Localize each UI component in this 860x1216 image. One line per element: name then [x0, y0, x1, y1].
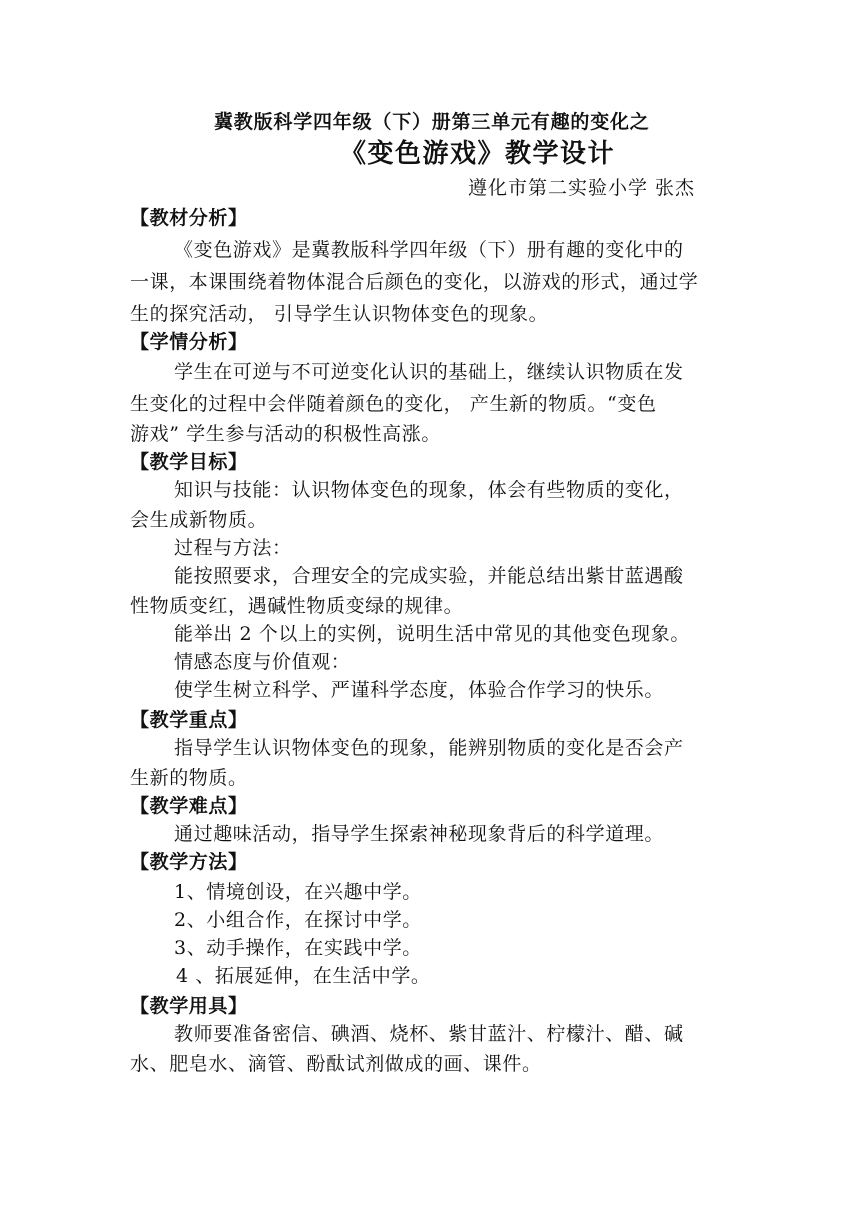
methods-line: 2、小组合作，在探讨中学。: [174, 909, 422, 931]
goals-line: 知识与技能：认识物体变色的现象，体会有些物质的变化，: [174, 479, 684, 501]
section-heading-difficulties: 【教学难点】: [130, 795, 248, 817]
difficulties-line: 通过趣味活动，指导学生探索神秘现象背后的科学道理。: [174, 823, 665, 845]
section-heading-tools: 【教学用具】: [130, 995, 248, 1017]
section-heading-methods: 【教学方法】: [130, 851, 248, 873]
tools-line: 水、肥皂水、滴管、酚酞试剂做成的画、课件。: [130, 1053, 542, 1075]
material-line: 一课，本课围绕着物体混合后颜色的变化，以游戏的形式，通过学: [130, 271, 699, 293]
students-line: 游戏” 学生参与活动的积极性高涨。: [130, 423, 441, 445]
methods-line: 1、情境创设，在兴趣中学。: [174, 881, 422, 903]
section-heading-students: 【学情分析】: [130, 331, 248, 353]
section-heading-goals: 【教学目标】: [130, 451, 248, 473]
goals-line: 能举出 2 个以上的实例，说明生活中常见的其他变色现象。: [174, 623, 690, 645]
goals-line: 过程与方法：: [174, 537, 292, 559]
section-heading-material: 【教材分析】: [130, 207, 248, 229]
document-title: 《变色游戏》教学设计: [340, 139, 616, 169]
key-points-line: 指导学生认识物体变色的现象，能辨别物质的变化是否会产: [174, 737, 684, 759]
goals-line: 会生成新物质。: [130, 509, 268, 531]
document-author: 遵化市第二实验小学 张杰: [468, 177, 696, 199]
material-line: 《变色游戏》是冀教版科学四年级（下）册有趣的变化中的: [174, 239, 684, 261]
material-line: 生的探究活动， 引导学生认识物体变色的现象。: [130, 303, 549, 325]
students-line: 学生在可逆与不可逆变化认识的基础上，继续认识物质在发: [174, 361, 684, 383]
goals-line: 性物质变红，遇碱性物质变绿的规律。: [130, 595, 464, 617]
section-heading-key-points: 【教学重点】: [130, 709, 248, 731]
goals-line: 使学生树立科学、严谨科学态度，体验合作学习的快乐。: [174, 679, 665, 701]
key-points-line: 生新的物质。: [130, 767, 248, 789]
methods-line: 4 、拓展延伸，在生活中学。: [176, 965, 431, 987]
tools-line: 教师要准备密信、碘酒、烧杯、紫甘蓝汁、柠檬汁、醋、碱: [174, 1023, 684, 1045]
goals-line: 能按照要求，合理安全的完成实验，并能总结出紫甘蓝遇酸: [174, 565, 684, 587]
students-line: 生变化的过程中会伴随着颜色的变化， 产生新的物质。“变色: [130, 393, 657, 415]
document-subtitle: 冀教版科学四年级（下）册第三单元有趣的变化之: [214, 111, 650, 133]
goals-line: 情感态度与价值观：: [174, 651, 351, 673]
methods-line: 3、动手操作，在实践中学。: [174, 937, 422, 959]
